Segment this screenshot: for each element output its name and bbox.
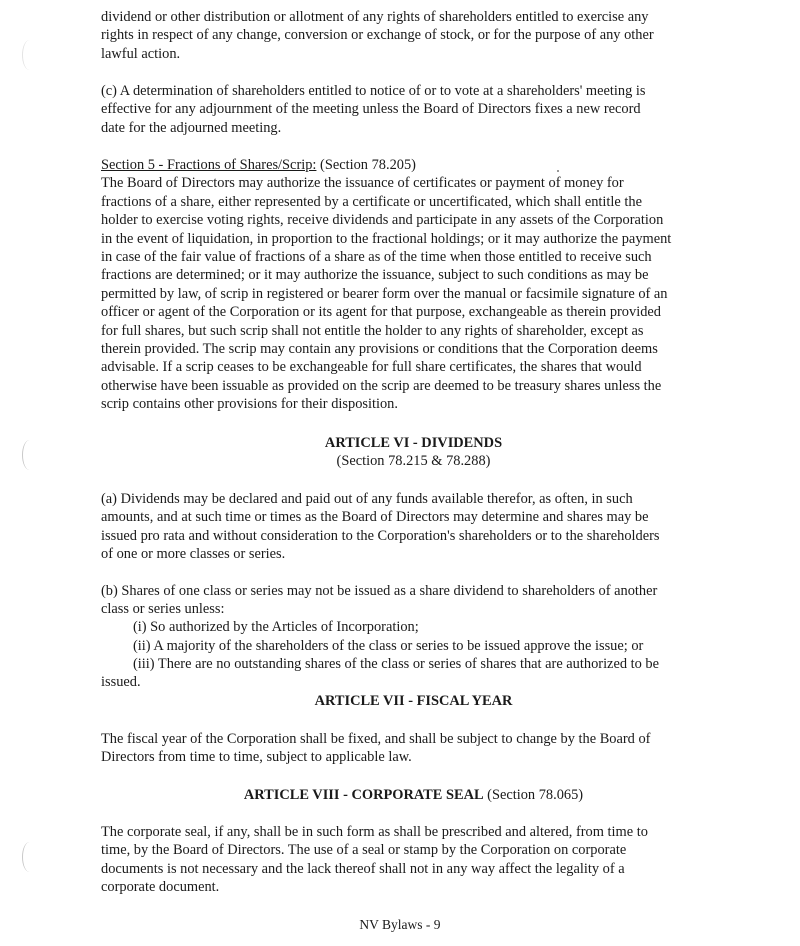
punch-hole-mark: [22, 842, 37, 872]
text-line: fractions are determined; or it may authorize the issuance, subject to such conditions as may be: [101, 267, 649, 284]
text-line: (b) Shares of one class or series may not be issued as a share dividend to shareholders of another: [101, 583, 658, 599]
article-vii-title: ARTICLE VII - FISCAL YEAR: [314, 693, 513, 709]
text-line: issued pro rata and without consideration to the Corporation's shareholders or to the shareholders: [101, 527, 660, 544]
text-line: permitted by law, of scrip in registered or bearer form over the manual or facsimile signature of an: [101, 285, 668, 302]
article-vi-paragraph-a: [101, 490, 726, 564]
continuation-paragraph: [101, 8, 726, 63]
section-heading: Section 5 - Fractions of Shares/Scrip:: [101, 157, 317, 173]
text-line: rights in respect of any change, conversion or exchange of stock, or for the purpose of any other: [101, 27, 654, 44]
text-line: (c) A determination of shareholders entitled to notice of or to vote at a shareholders' meeting is: [101, 83, 646, 99]
text-line: scrip contains other provisions for their disposition.: [101, 396, 398, 413]
text-line: The fiscal year of the Corporation shall be fixed, and shall be subject to change by the Board of: [101, 731, 651, 747]
article-viii-title: ARTICLE VIII - CORPORATE SEAL: [243, 787, 484, 803]
paragraph-c: [101, 82, 726, 137]
text-line: corporate document.: [101, 879, 220, 896]
text-line: fractions of a share, either represented by a certificate or uncertificated, which shall entitle the: [101, 193, 642, 210]
text-line: otherwise have been issuable as provided on the scrip are deemed to be treasury shares unless the: [101, 377, 662, 394]
text-line: therein provided. The scrip may contain any provisions or conditions that the Corporation deems: [101, 341, 658, 358]
article-vii-paragraph: [101, 730, 726, 767]
text-line: class or series unless:: [101, 601, 225, 618]
text-line: in case of the fair value of fractions of a share as of the time when those entitled to receive such: [101, 249, 652, 266]
punch-hole-mark: [22, 40, 37, 70]
text-line: advisable. If a scrip ceases to be exchangeable for full share certificates, the shares that would: [101, 359, 642, 376]
text-line: The corporate seal, if any, shall be in such form as shall be prescribed and altered, from time to: [101, 824, 648, 840]
list-item: (ii) A majority of the shareholders of the class or series to be issued approve the issue; or: [133, 638, 644, 654]
text-line: time, by the Board of Directors. The use of a seal or stamp by the Corporation on corporate: [101, 842, 627, 859]
text-line: date for the adjourned meeting.: [101, 119, 282, 136]
text-line: officer or agent of the Corporation or its agent for that purpose, exchangeable as therein provided: [101, 304, 661, 321]
section-5: [101, 156, 726, 414]
text-line: Directors from time to time, subject to applicable law.: [101, 749, 412, 766]
section-reference: (Section 78.205): [316, 157, 416, 173]
punch-hole-mark: [22, 440, 37, 470]
text-line: (a) Dividends may be declared and paid out of any funds available therefor, as often, in such: [101, 491, 633, 507]
text-line: effective for any adjournment of the meeting unless the Board of Directors fixes a new record: [101, 101, 641, 118]
text-line: of one or more classes or series.: [101, 546, 286, 563]
page-footer: NV Bylaws - 9: [359, 917, 441, 932]
text-line: holder to exercise voting rights, receive dividends and participate in any assets of the Corporation: [101, 212, 664, 229]
text-line: amounts, and at such time or times as the Board of Directors may determine and shares may be: [101, 509, 649, 526]
article-vi-title: ARTICLE VI - DIVIDENDS: [324, 435, 503, 451]
list-item: (iii) There are no outstanding shares of the class or series of shares that are authorized to be: [133, 656, 660, 672]
text-line: The Board of Directors may authorize the issuance of certificates or payment of money for: [101, 175, 624, 192]
list-tail: issued.: [101, 674, 141, 690]
text-line: in the event of liquidation, in proportion to the fractional holdings; or it may authorize the payment: [101, 230, 672, 247]
article-viii-reference: (Section 78.065): [483, 787, 584, 803]
text-line: dividend or other distribution or allotment of any rights of shareholders entitled to exercise any: [101, 9, 649, 25]
text-line: for full shares, but such scrip shall not entitle the holder to any rights of shareholder, except as: [101, 322, 644, 339]
article-viii-paragraph: [101, 823, 726, 897]
article-vi-paragraph-b: [101, 582, 726, 619]
article-vi-reference: (Section 78.215 & 78.288): [336, 453, 491, 469]
article-viii-title-line: [101, 786, 726, 804]
text-line: lawful action.: [101, 45, 181, 62]
text-line: documents is not necessary and the lack thereof shall not in any way affect the legality of a: [101, 860, 625, 877]
list-item: (i) So authorized by the Articles of Incorporation;: [133, 619, 419, 635]
